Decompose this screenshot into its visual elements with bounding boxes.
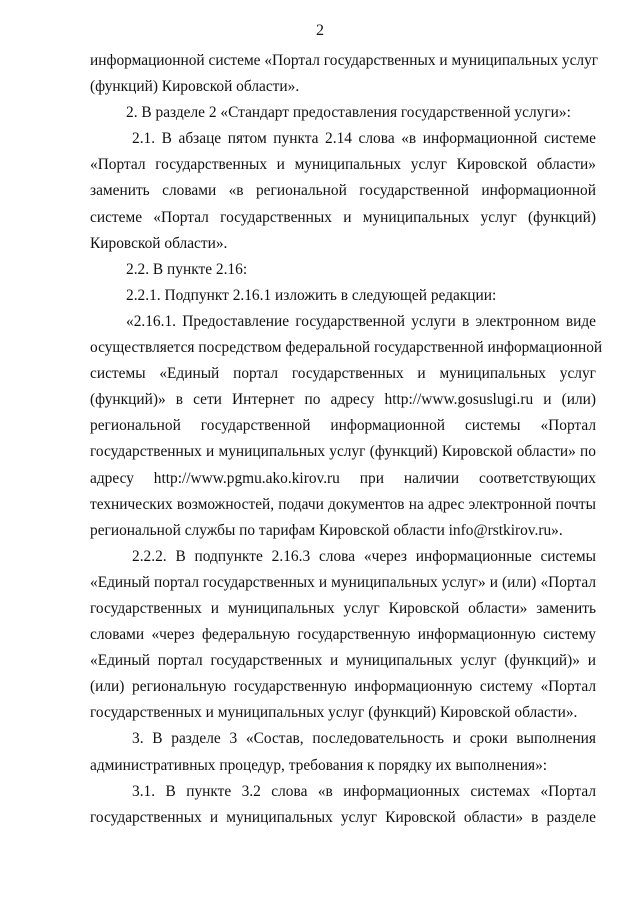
text-line: 3.1. В пункте 3.2 слова «в информационных системах «Портал	[132, 782, 596, 800]
text-line: заменить словами «в региональной государственной информационной	[90, 182, 596, 200]
page-number: 2	[316, 22, 324, 39]
text-line: 2. В разделе 2 «Стандарт предоставления государственной услуги»:	[126, 104, 571, 122]
text-line: (или) региональную государственную информационную систему «Портал	[90, 678, 596, 696]
text-line: осуществляется посредством федеральной государственной информационной	[90, 339, 603, 357]
text-line: (функций) Кировской области».	[90, 78, 300, 96]
text-line: «Портал государственных и муниципальных услуг Кировской области»	[90, 156, 596, 174]
text-line: 2.1. В абзаце пятом пункта 2.14 слова «в информационной системе	[132, 130, 596, 148]
text-line: «Единый портал государственных и муниципальных услуг» и (или) «Портал	[90, 573, 596, 591]
text-line: государственных и муниципальных услуг Кировской области» заменить	[90, 599, 596, 617]
text-line: адресу http://www.pgmu.ako.kirov.ru при наличии соответствующих	[90, 469, 596, 487]
text-line: 2.2. В пункте 2.16:	[126, 260, 248, 278]
text-line: (функций)» в сети Интернет по адресу http://www.gosuslugi.ru и (или)	[90, 391, 596, 409]
text-line: «Единый портал государственных и муниципальных услуг (функций)» и	[90, 652, 596, 670]
text-line: словами «через федеральную государственную информационную систему	[90, 626, 596, 644]
text-line: 3. В разделе 3 «Состав, последовательность и сроки выполнения	[132, 730, 596, 748]
text-line: административных процедур, требования к порядку их выполнения»:	[90, 756, 548, 774]
text-line: технических возможностей, подачи документов на адрес электронной почты	[90, 495, 596, 513]
text-line: государственных и муниципальных услуг Кировской области» в разделе	[90, 808, 596, 826]
text-line: государственных и муниципальных услуг (функций) Кировской области» по	[90, 443, 596, 461]
text-line: 2.2.1. Подпункт 2.16.1 изложить в следующей редакции:	[126, 286, 497, 304]
text-line: информационной системе «Портал государственных и муниципальных услуг	[90, 52, 599, 69]
text-line: Кировской области».	[90, 234, 228, 252]
text-line: системе «Портал государственных и муниципальных услуг (функций)	[90, 208, 596, 226]
text-line: региональной государственной информационной системы «Портал	[90, 417, 596, 435]
text-line: государственных и муниципальных услуг (функций) Кировской области».	[90, 704, 578, 722]
text-line: «2.16.1. Предоставление государственной услуги в электронном виде	[126, 312, 596, 330]
text-line: 2.2.2. В подпункте 2.16.3 слова «через информационные системы	[132, 547, 596, 565]
text-line: системы «Единый портал государственных и муниципальных услуг	[90, 365, 596, 383]
text-line: региональной службы по тарифам Кировской области info@rstkirov.ru».	[90, 521, 563, 539]
body-text	[90, 48, 603, 831]
